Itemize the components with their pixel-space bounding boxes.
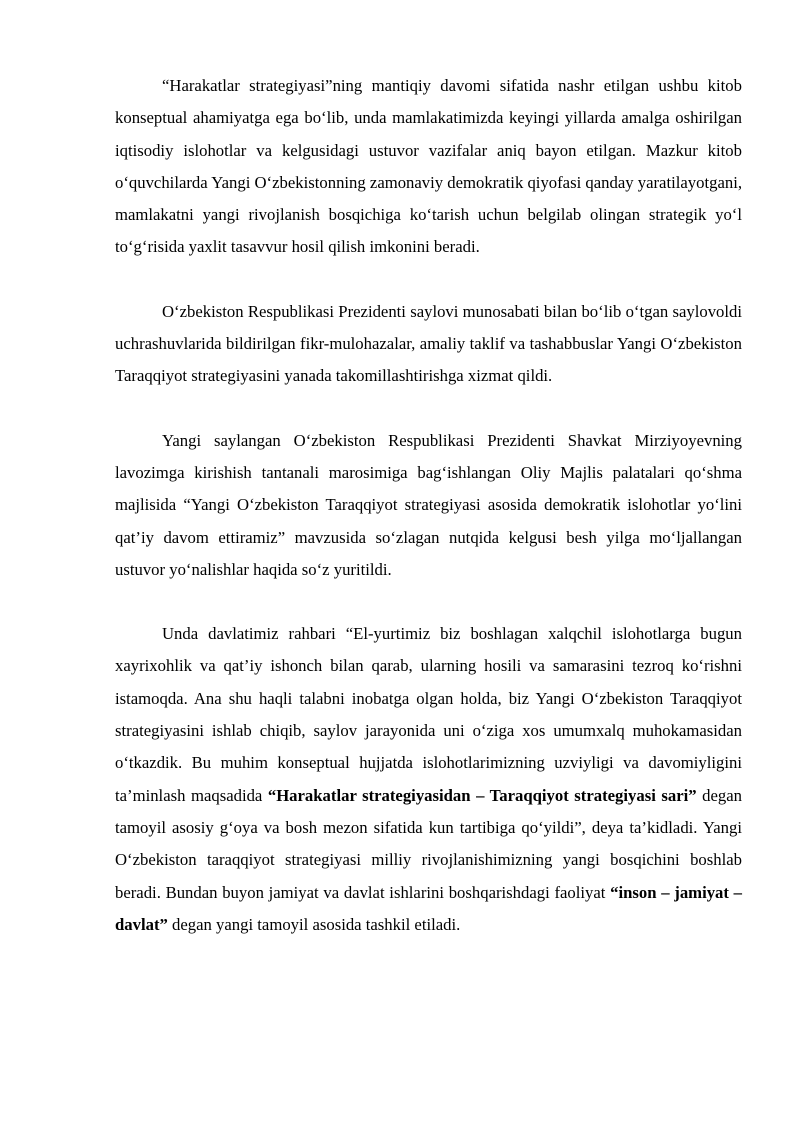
emphasis-principle: “inson – jamiyat – davlat” <box>115 882 743 934</box>
paragraph-2-text: O‘zbekiston Respublikasi Prezidenti saylovi munosabati bilan bo‘lib o‘tgan saylovoldi uchrashuvlarida bildirilgan fikr-mulohazalar, amaliy taklif va tashabbuslar Yangi O‘zbekiston Taraqqiyot strategiyasini yanada takomillashtirishga xizmat qildi. <box>115 301 742 386</box>
paragraph-1 <box>115 70 742 264</box>
paragraph-3-text: Yangi saylangan O‘zbekiston Respublikasi Prezidenti Shavkat Mirziyoyevning lavozimga kirishish tantanali marosimiga bag‘ishlangan Oliy Majlis palatalari qo‘shma majlisida “Yangi O‘zbekiston Taraqqiyot strategiyasi asosida demokratik islohotlar yo‘lini qat’iy davom ettiramiz” mavzusida so‘zlagan nutqida kelgusi besh yilga mo‘ljallangan ustuvor yo‘nalishlar haqida so‘z yuritildi. <box>115 430 742 579</box>
document-page <box>115 70 742 973</box>
paragraph-4-text-c: degan yangi tamoyil asosida tashkil etiladi. <box>167 914 461 934</box>
paragraph-2 <box>115 296 742 393</box>
paragraph-3 <box>115 425 742 586</box>
paragraph-1-text: “Harakatlar strategiyasi”ning mantiqiy davomi sifatida nashr etilgan ushbu kitob konseptual ahamiyatga ega bo‘lib, unda mamlakatimizda keyingi yillarda amalga oshirilgan iqtisodiy islohotlar va kelgusidagi ustuvor vazifalar aniq bayon etilgan. Mazkur kitob o‘quvchilarda Yangi O‘zbekistonning zamonaviy demokratik qiyofasi qanday yaratilayotgani, mamlakatni yangi rivojlanish bosqichiga ko‘tarish uchun belgilab olingan strategik yo‘l to‘g‘risida yaxlit tasavvur hosil qilish imkonini beradi. <box>115 76 743 257</box>
paragraph-4-text-b: degan tamoyil asosiy g‘oya va bosh mezon sifatida kun tartibiga qo‘yildi”, deya ta’kidladi. Yangi O‘zbekiston taraqqiyot strategiyasi milliy rivojlanishimizning yangi bosqichini boshlab beradi. Bundan buyon jamiyat va davlat ishlarini boshqarishdagi faoliyat <box>115 785 742 902</box>
paragraph-4-text-a: Unda davlatimiz rahbari “El-yurtimiz biz boshlagan xalqchil islohotlarga bugun xayrixohlik va qat’iy ishonch bilan qarab, ularning hosili va samarasini tezroq ko‘rishni istamoqda. Ana shu haqli talabni inobatga olgan holda, biz Yangi O‘zbekiston Taraqqiyot strategiyasini ishlab chiqib, saylov jarayonida uni o‘ziga xos umumxalq muhokamasidan o‘tkazdik. Bu muhim konseptual hujjatda islohotlarimizning uzviyligi va davomiyligini ta’minlash maqsadida <box>115 624 742 805</box>
paragraph-4 <box>115 618 742 941</box>
emphasis-strategy-motto: “Harakatlar strategiyasidan – Taraqqiyot strategiyasi sari” <box>267 785 697 805</box>
